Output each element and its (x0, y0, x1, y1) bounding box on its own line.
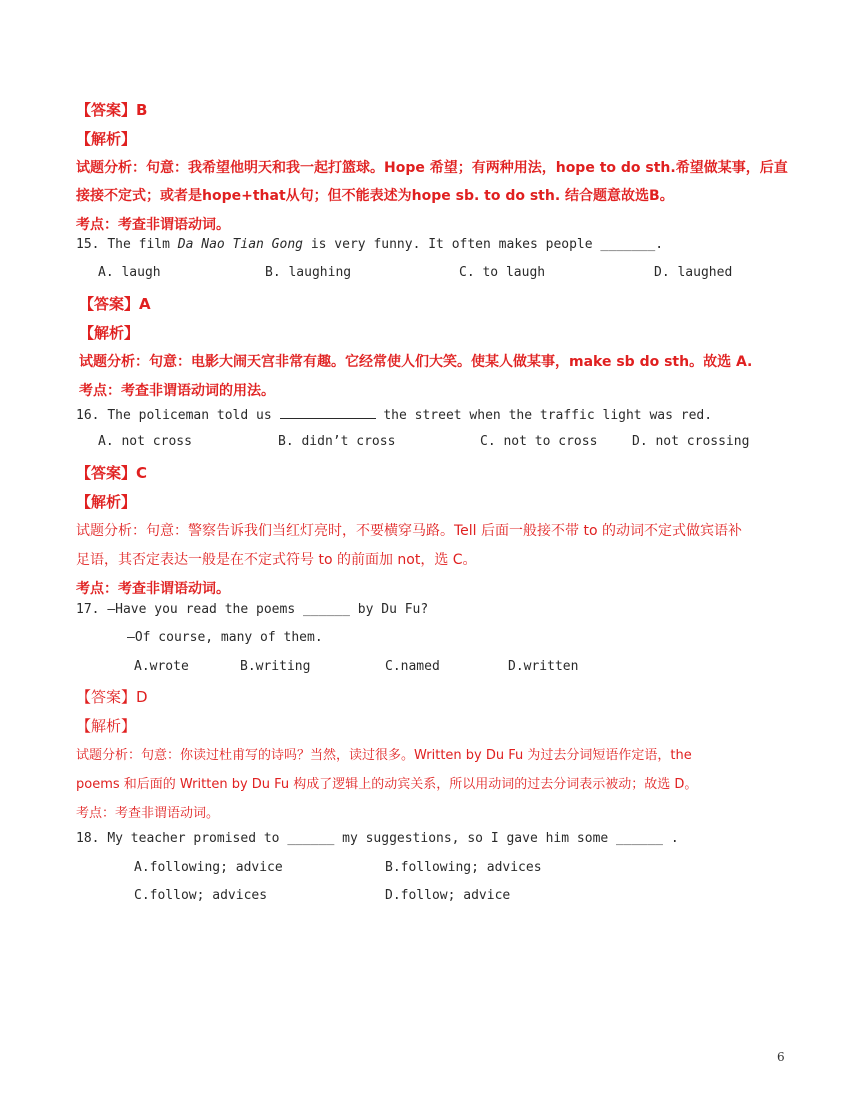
answer-label: 【答案】A (79, 295, 151, 313)
option-a: A. not cross (98, 434, 192, 449)
option-c: C.follow; advices (134, 888, 268, 903)
option-c: C. not to cross (480, 434, 598, 449)
knowledge-point: 考点：考查非谓语动词。 (76, 581, 230, 597)
stem-text: The film (107, 237, 178, 252)
question-stem (76, 831, 679, 846)
stem-text: —Have you read the poems ______ by Du Fu? (107, 602, 429, 617)
question-number: 16. (76, 408, 100, 423)
option-a: A.following; advice (134, 860, 283, 875)
page-number: 6 (777, 1050, 785, 1064)
answer-blank (280, 406, 376, 419)
knowledge-point: 考点：考查非谓语动词。 (76, 806, 220, 821)
dialogue-reply: —Of course, many of them. (127, 630, 323, 645)
question-stem (76, 602, 428, 617)
stem-text: is very funny. It often makes people _______. (303, 237, 664, 252)
answer-label: 【答案】B (76, 101, 148, 119)
question-stem (76, 237, 663, 252)
question-stem (76, 406, 712, 423)
analysis-label: 【解析】 (76, 130, 137, 148)
analysis-text: poems 和后面的 Written by Du Fu 构成了逻辑上的动宾关系，所以用动词的过去分词表示被动；故选 D。 (76, 777, 698, 792)
option-b: B. didn’t cross (278, 434, 396, 449)
option-c: C. to laugh (459, 265, 546, 280)
stem-italic: Da Nao Tian Gong (177, 237, 303, 252)
option-c: C.named (385, 659, 440, 674)
analysis-text: 试题分析：句意：电影大闹天宫非常有趣。它经常使人们大笑。使某人做某事，make sb do sth。故选 A. (79, 354, 753, 370)
option-b: B.writing (240, 659, 311, 674)
analysis-text: 足语，其否定表达一般是在不定式符号 to 的前面加 not，选 C。 (76, 552, 477, 568)
analysis-label: 【解析】 (79, 324, 140, 342)
analysis-text: 接接不定式；或者是hope+that从句；但不能表述为hope sb. to do sth. 结合题意故选B。 (76, 188, 674, 204)
knowledge-point: 考点：考查非谓语动词的用法。 (79, 383, 275, 399)
analysis-text: 试题分析：句意：我希望他明天和我一起打篮球。Hope 希望；有两种用法，hope to do sth.希望做某事，后直 (76, 160, 788, 176)
analysis-label: 【解析】 (76, 493, 137, 511)
analysis-text: 试题分析：句意：你读过杜甫写的诗吗？当然，读过很多。Written by Du Fu 为过去分词短语作定语，the (76, 748, 692, 763)
option-d: D. not crossing (632, 434, 750, 449)
answer-label: 【答案】C (76, 464, 148, 482)
knowledge-point: 考点：考查非谓语动词。 (76, 217, 230, 233)
stem-text: My teacher promised to ______ my suggestions, so I gave him some ______ . (107, 831, 679, 846)
question-number: 17. (76, 602, 100, 617)
stem-text: the street when the traffic light was red. (383, 408, 713, 423)
option-a: A. laugh (98, 265, 161, 280)
analysis-text: 试题分析：句意：警察告诉我们当红灯亮时，不要横穿马路。Tell 后面一般接不带 to 的动词不定式做宾语补 (76, 523, 742, 539)
option-a: A.wrote (134, 659, 189, 674)
question-number: 18. (76, 831, 100, 846)
option-b: B.following; advices (385, 860, 542, 875)
option-d: D.written (508, 659, 579, 674)
analysis-label: 【解析】 (76, 717, 137, 735)
stem-text: The policeman told us (107, 408, 272, 423)
answer-label: 【答案】D (76, 688, 148, 706)
question-number: 15. (76, 237, 100, 252)
option-d: D. laughed (654, 265, 733, 280)
option-d: D.follow; advice (385, 888, 511, 903)
option-b: B. laughing (265, 265, 352, 280)
